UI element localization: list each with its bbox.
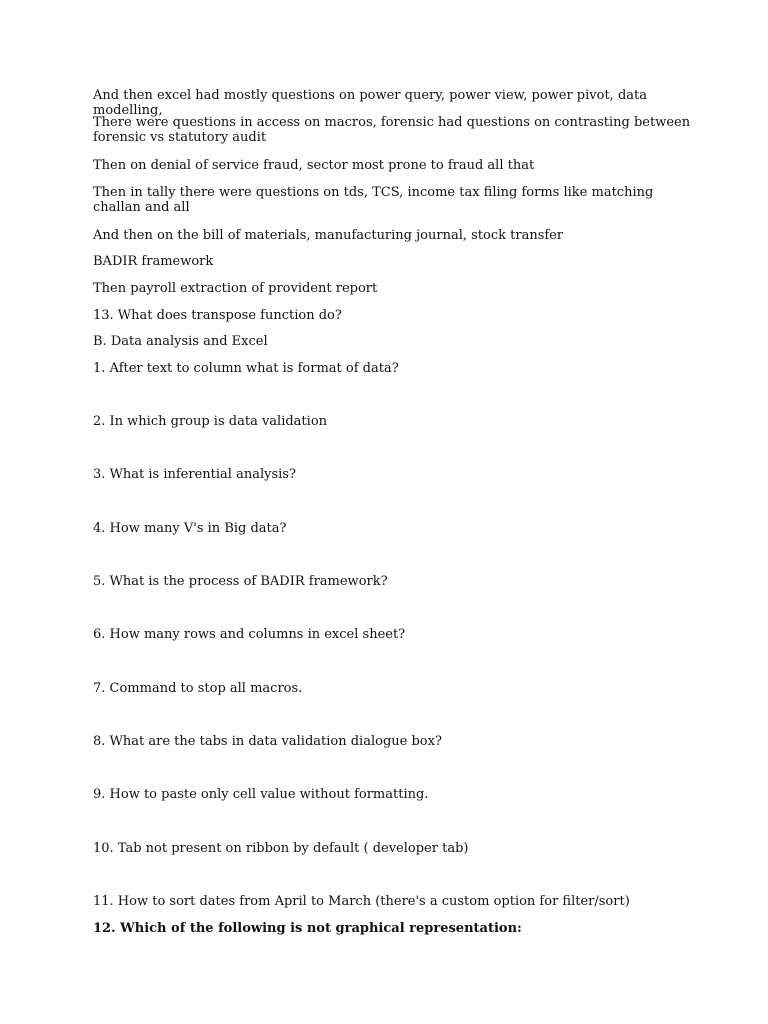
paragraph-line: Then in tally there were questions on tds, TCS, income tax filing forms like matching challan and all [93, 185, 654, 215]
question-item: 2. In which group is data validation [93, 414, 328, 429]
paragraph-line: Then payroll extraction of provident report [93, 281, 378, 296]
question-item: 7. Command to stop all macros. [93, 681, 303, 696]
question-item: 8. What are the tabs in data validation dialogue box? [93, 734, 442, 749]
question-item: 1. After text to column what is format of data? [93, 361, 399, 376]
paragraph-line: BADIR framework [93, 254, 214, 269]
question-item: 4. How many V's in Big data? [93, 521, 287, 536]
question-item-bold: 12. Which of the following is not graphical representation: [93, 921, 522, 936]
question-item: 11. How to sort dates from April to March (there's a custom option for filter/sort) [93, 894, 630, 909]
question-item: 5. What is the process of BADIR framework? [93, 574, 388, 589]
paragraph-line: And then excel had mostly questions on power query, power view, power pivot, data modelling, [93, 88, 647, 118]
question-item: 3. What is inferential analysis? [93, 467, 296, 482]
question-item: 10. Tab not present on ribbon by default ( developer tab) [93, 841, 469, 856]
paragraph-line: Then on denial of service fraud, sector most prone to fraud all that [93, 158, 535, 173]
question-item: 6. How many rows and columns in excel sheet? [93, 627, 406, 642]
paragraph-line: 13. What does transpose function do? [93, 308, 342, 323]
question-item: 9. How to paste only cell value without formatting. [93, 787, 429, 802]
paragraph-line: And then on the bill of materials, manufacturing journal, stock transfer [93, 228, 564, 243]
paragraph-line: There were questions in access on macros, forensic had questions on contrasting between forensic vs statutory audit [93, 115, 691, 145]
section-heading: B. Data analysis and Excel [93, 334, 268, 349]
